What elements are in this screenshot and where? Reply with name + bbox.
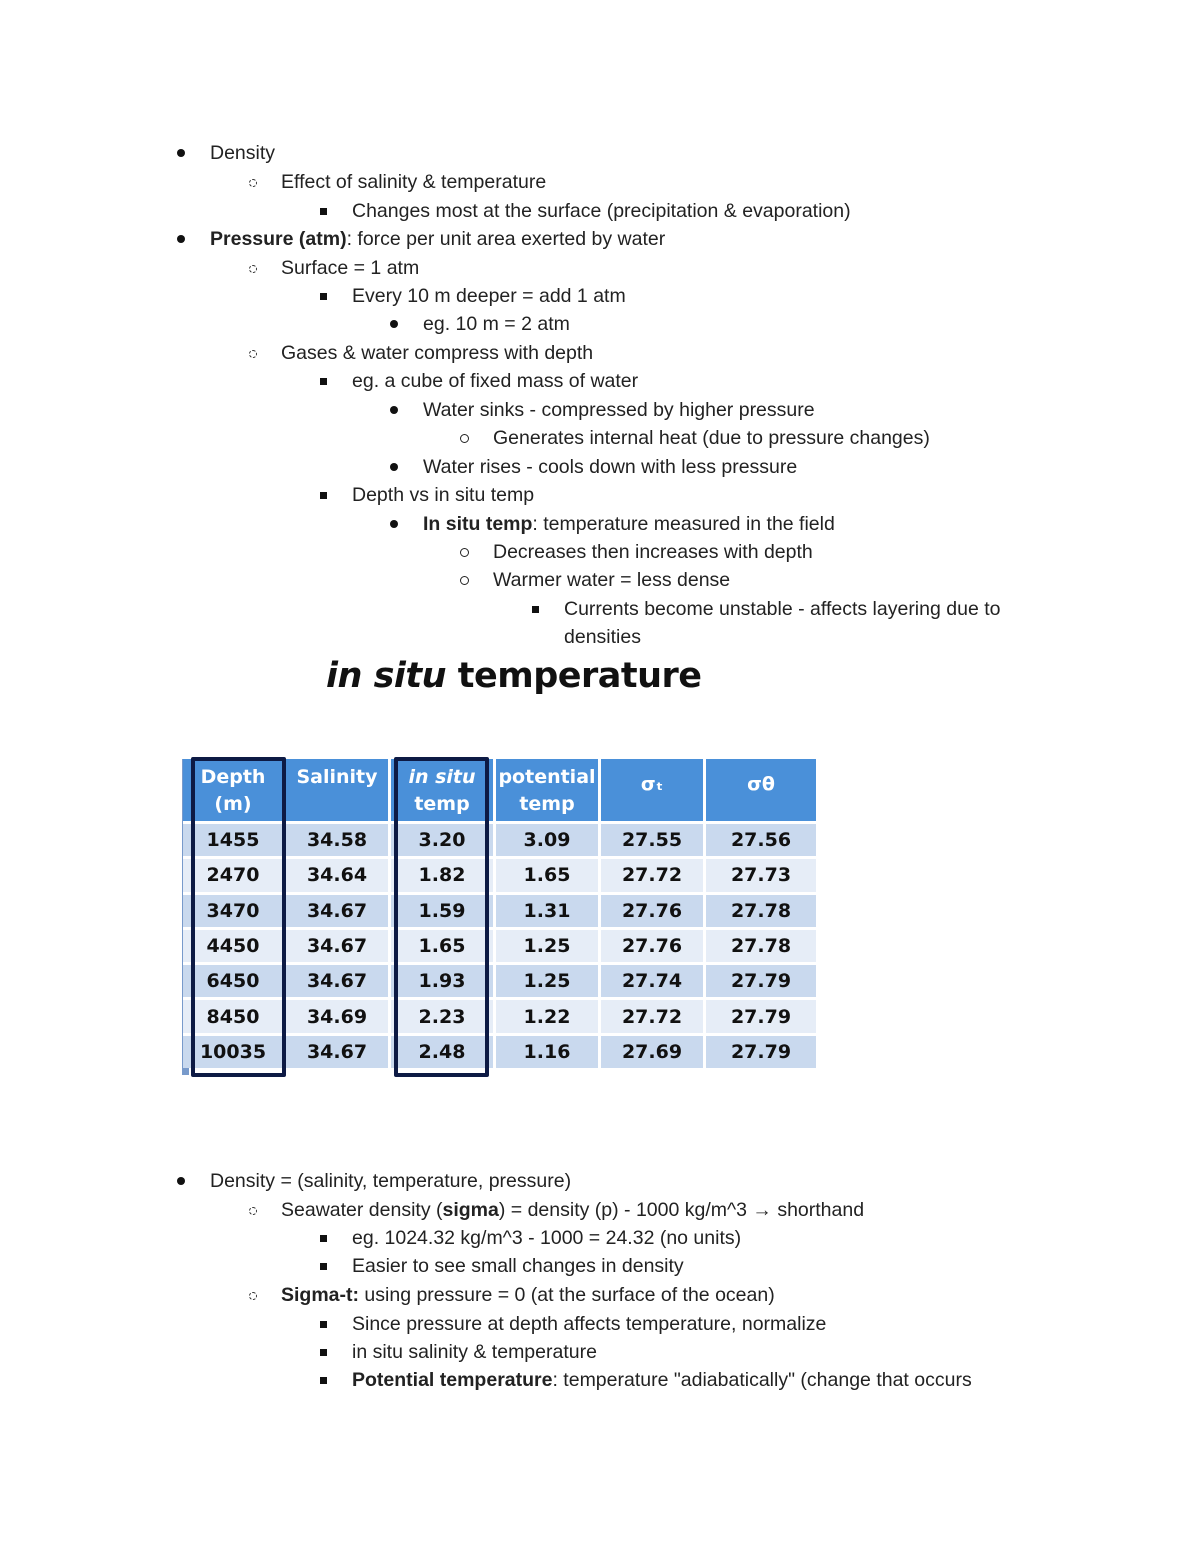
circle-dash-bullet-icon [246, 168, 260, 196]
header-label: σθ [747, 773, 775, 795]
note-text: Changes most at the surface (precipitation & evaporation) [352, 200, 851, 222]
table-cell: 1.22 [496, 997, 601, 1032]
disc-bullet-icon [387, 510, 401, 538]
note-text: in situ salinity & temperature [352, 1341, 597, 1363]
note-text: : temperature "adiabatically" (change that occurs [552, 1369, 972, 1391]
note-text: Depth vs in situ temp [352, 484, 535, 506]
note-line [210, 1167, 571, 1195]
note-text: Water sinks - compressed by higher pressure [423, 399, 815, 421]
note-line [352, 481, 534, 509]
table-cell: 2.48 [391, 1033, 496, 1068]
note-text: using pressure = 0 (at the surface of the ocean) [359, 1284, 775, 1306]
note-line [423, 310, 570, 338]
note-line [281, 1281, 775, 1309]
note-line [352, 1366, 972, 1394]
note-line [352, 1252, 684, 1280]
table-header-cell [496, 759, 601, 821]
in-situ-temp-column-highlight [394, 757, 489, 1077]
note-text: densities [564, 626, 641, 648]
note-text: ) = density (p) - 1000 kg/m^3 → shorthand [498, 1199, 865, 1221]
circle-bullet-icon [458, 424, 472, 452]
table-cell: 34.67 [286, 892, 391, 927]
circle-dash-bullet-icon [246, 1196, 260, 1224]
table-cell: 1.65 [391, 927, 496, 962]
table-cell: 27.76 [601, 892, 706, 927]
header-label: potential [498, 766, 596, 788]
table-cell: 34.64 [286, 856, 391, 891]
square-bullet-icon [317, 481, 331, 509]
table-cell: 2.23 [391, 997, 496, 1032]
table-cell: 1.25 [496, 927, 601, 962]
bold-term: Sigma-t: [281, 1284, 359, 1306]
note-line [281, 168, 546, 196]
note-line [564, 623, 641, 651]
note-line [493, 538, 813, 566]
table-cell: 27.72 [601, 997, 706, 1032]
circle-dash-bullet-icon [246, 254, 260, 282]
table-cell: 27.69 [601, 1033, 706, 1068]
header-label: σₜ [640, 773, 664, 795]
note-text: : force per unit area exerted by water [346, 228, 666, 250]
table-cell: 4450 [183, 927, 286, 962]
square-bullet-icon [317, 1366, 331, 1394]
table-cell: 27.56 [706, 821, 819, 856]
square-bullet-icon [317, 1338, 331, 1366]
header-label: temp [519, 793, 575, 815]
table-cell: 27.76 [601, 927, 706, 962]
table-cell: 27.73 [706, 856, 819, 891]
table-cell: 3.09 [496, 821, 601, 856]
table-cell: 1.16 [496, 1033, 601, 1068]
note-line [352, 282, 626, 310]
table-cell: 27.79 [706, 997, 819, 1032]
bold-term: sigma [442, 1199, 499, 1221]
table-cell: 1.59 [391, 892, 496, 927]
table-cell: 34.69 [286, 997, 391, 1032]
note-line [423, 453, 797, 481]
note-line [493, 566, 730, 594]
table-cell: 2470 [183, 856, 286, 891]
square-bullet-icon [317, 282, 331, 310]
note-text: eg. a cube of fixed mass of water [352, 370, 639, 392]
note-line [352, 367, 638, 395]
square-bullet-icon [317, 1252, 331, 1280]
note-text: Since pressure at depth affects temperature, normalize [352, 1313, 827, 1335]
table-cell: 34.67 [286, 1033, 391, 1068]
square-bullet-icon [317, 1224, 331, 1252]
square-bullet-icon [317, 367, 331, 395]
table-header-cell [601, 759, 706, 821]
note-text: Surface = 1 atm [281, 257, 420, 279]
table-cell: 27.78 [706, 927, 819, 962]
header-label: Depth [200, 766, 266, 788]
note-text: : temperature measured in the field [532, 513, 835, 535]
figure-title-rest: temperature [446, 656, 702, 696]
table-cell: 27.55 [601, 821, 706, 856]
circle-bullet-icon [458, 566, 472, 594]
note-text: Currents become unstable - affects layering due to [564, 598, 1001, 620]
note-line [352, 197, 851, 225]
bold-term: Potential temperature [352, 1369, 553, 1391]
table-cell: 34.58 [286, 821, 391, 856]
header-label: in situ [408, 766, 476, 788]
square-bullet-icon [317, 1310, 331, 1338]
table-cell: 1.82 [391, 856, 496, 891]
note-text: eg. 10 m = 2 atm [423, 313, 570, 335]
square-bullet-icon [529, 595, 543, 623]
note-text: Water rises - cools down with less pressure [423, 456, 798, 478]
table-cell: 27.78 [706, 892, 819, 927]
circle-bullet-icon [458, 538, 472, 566]
disc-bullet-icon [387, 453, 401, 481]
note-text: Generates internal heat (due to pressure changes) [493, 427, 930, 449]
note-text: Easier to see small changes in density [352, 1255, 684, 1277]
square-bullet-icon [317, 197, 331, 225]
table-cell: 3.20 [391, 821, 496, 856]
note-line [564, 595, 1000, 623]
header-label: (m) [214, 793, 252, 815]
note-text: Seawater density ( [281, 1199, 443, 1221]
table-cell: 6450 [183, 962, 286, 997]
table-cell: 10035 [183, 1033, 286, 1068]
note-line [423, 396, 815, 424]
header-label: temp [414, 793, 470, 815]
disc-bullet-icon [174, 139, 188, 167]
figure-title-italic: in situ [326, 656, 447, 696]
note-text: eg. 1024.32 kg/m^3 - 1000 = 24.32 (no units) [352, 1227, 742, 1249]
note-line [352, 1224, 741, 1252]
header-label: Salinity [296, 766, 378, 788]
note-text: Density [210, 142, 276, 164]
table-cell: 1.31 [496, 892, 601, 927]
table-cell: 34.67 [286, 962, 391, 997]
note-line [281, 254, 419, 282]
bold-term: Pressure (atm) [210, 228, 347, 250]
table-cell: 27.72 [601, 856, 706, 891]
circle-dash-bullet-icon [246, 1281, 260, 1309]
note-line [352, 1338, 597, 1366]
table-cell: 34.67 [286, 927, 391, 962]
note-text: Gases & water compress with depth [281, 342, 594, 364]
table-header-cell [286, 759, 391, 821]
disc-bullet-icon [387, 396, 401, 424]
note-text: Warmer water = less dense [493, 569, 731, 591]
bold-term: In situ temp [423, 513, 533, 535]
note-line [423, 510, 835, 538]
table-cell: 1.93 [391, 962, 496, 997]
table-cell: 1.25 [496, 962, 601, 997]
table-cell: 1455 [183, 821, 286, 856]
table-cell: 27.79 [706, 1033, 819, 1068]
disc-bullet-icon [174, 1167, 188, 1195]
table-cell: 27.74 [601, 962, 706, 997]
disc-bullet-icon [387, 310, 401, 338]
note-text: Every 10 m deeper = add 1 atm [352, 285, 626, 307]
disc-bullet-icon [174, 225, 188, 253]
table-cell: 27.79 [706, 962, 819, 997]
table-cell: 3470 [183, 892, 286, 927]
note-text: Effect of salinity & temperature [281, 171, 547, 193]
note-text: Density = (salinity, temperature, pressure) [210, 1170, 572, 1192]
figure-title [326, 656, 702, 696]
note-text: Decreases then increases with depth [493, 541, 813, 563]
table-cell: 8450 [183, 997, 286, 1032]
note-line [281, 339, 593, 367]
note-line [493, 424, 930, 452]
note-line [210, 225, 665, 253]
note-line [210, 139, 275, 167]
table-cell: 1.65 [496, 856, 601, 891]
table-header-cell [706, 759, 819, 821]
circle-dash-bullet-icon [246, 339, 260, 367]
depth-column-highlight [191, 757, 286, 1077]
note-line [281, 1196, 864, 1224]
note-line [352, 1310, 826, 1338]
